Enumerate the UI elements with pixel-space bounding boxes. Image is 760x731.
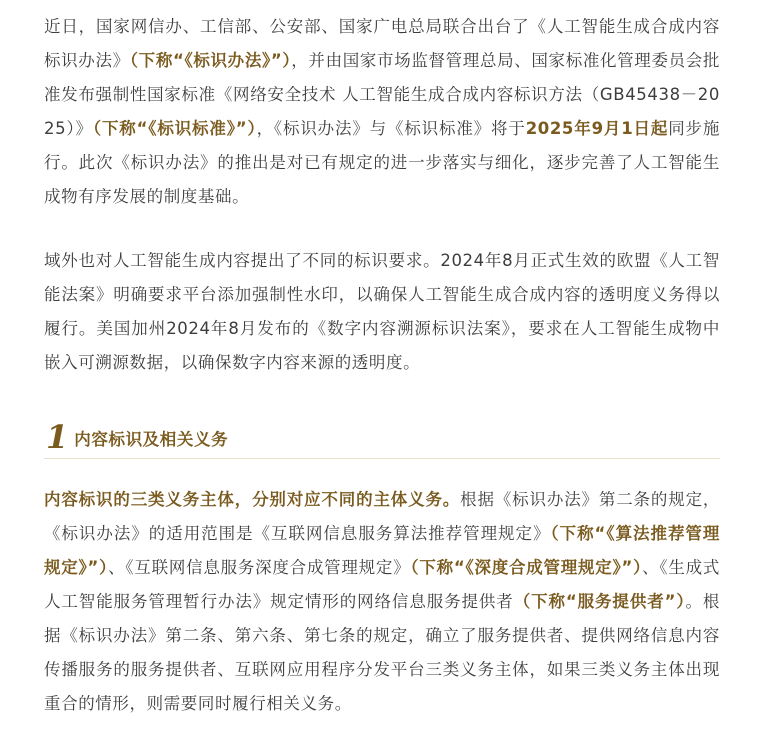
section-number: 1 [46,418,69,456]
intro-text-1: 近日，国家网信办、工信部、公安部、国家广电总局联合出台了《人工智能生成合成内容标识办法》 [44,17,720,70]
obligations-paragraph [44,483,720,721]
intro-text-2: ，并由国家市场监督管理总局、国家标准化管理委员会批准发布强制性国家标准《网络安全技术 人工智能生成合成内容标识方法（GB45438－2025）》 [44,51,721,138]
overseas-paragraph: 域外也对人工智能生成内容提出了不同的标识要求。2024年8月正式生效的欧盟《人工智能法案》明确要求平台添加强制性水印，以确保人工智能生成合成内容的透明度义务得以履行。美国加州2024年8月发布的《数字内容溯源标识法案》，要求在人工智能生成物中嵌入可溯源数据，以确保数字内容来源的透明度。 [44,251,720,372]
intro-text-3: ，《标识办法》与《标识标准》将于 [256,119,526,138]
term-suanfa: （下称“《算法推荐管理规定》”） [44,524,720,577]
term-shendu: （下称“《深度合成管理规定》”） [410,558,643,577]
obligations-text-3: 、《生成式人工智能服务管理暂行办法》规定情形的网络信息服务提供者 [44,558,720,611]
intro-text-4: 同步施行。此次《标识办法》的推出是对已有规定的进一步落实与细化，逐步完善了人工智能生成物有序发展的制度基础。 [44,119,720,206]
obligations-text-4: 。根据《标识办法》第二条、第六条、第七条的规定，确立了服务提供者、提供网络信息内容传播服务的服务提供者、互联网应用程序分发平台三类义务主体，如果三类义务主体出现重合的情形，则需要同时履行相关义务。 [44,592,720,713]
intro-paragraph [44,10,720,214]
obligations-lead: 内容标识的三类义务主体，分别对应不同的主体义务。 [44,490,461,509]
effective-date: 2025年9月1日起 [525,119,669,138]
term-biaoshi-banfa: （下称“《标识办法》”） [129,51,292,70]
term-biaoshi-biaozhun: （下称“《标识标准》”） [92,119,257,138]
section-title: 内容标识及相关义务 [74,430,229,449]
obligations-text-2: 、《互联网信息服务深度合成管理规定》 [108,558,411,577]
obligations-text-1: 根据《标识办法》第二条的规定，《标识办法》的适用范围是《互联网信息服务算法推荐管理规定》 [44,490,721,543]
section-heading [44,414,720,459]
term-service-provider: （下称“服务提供者”） [513,592,686,611]
